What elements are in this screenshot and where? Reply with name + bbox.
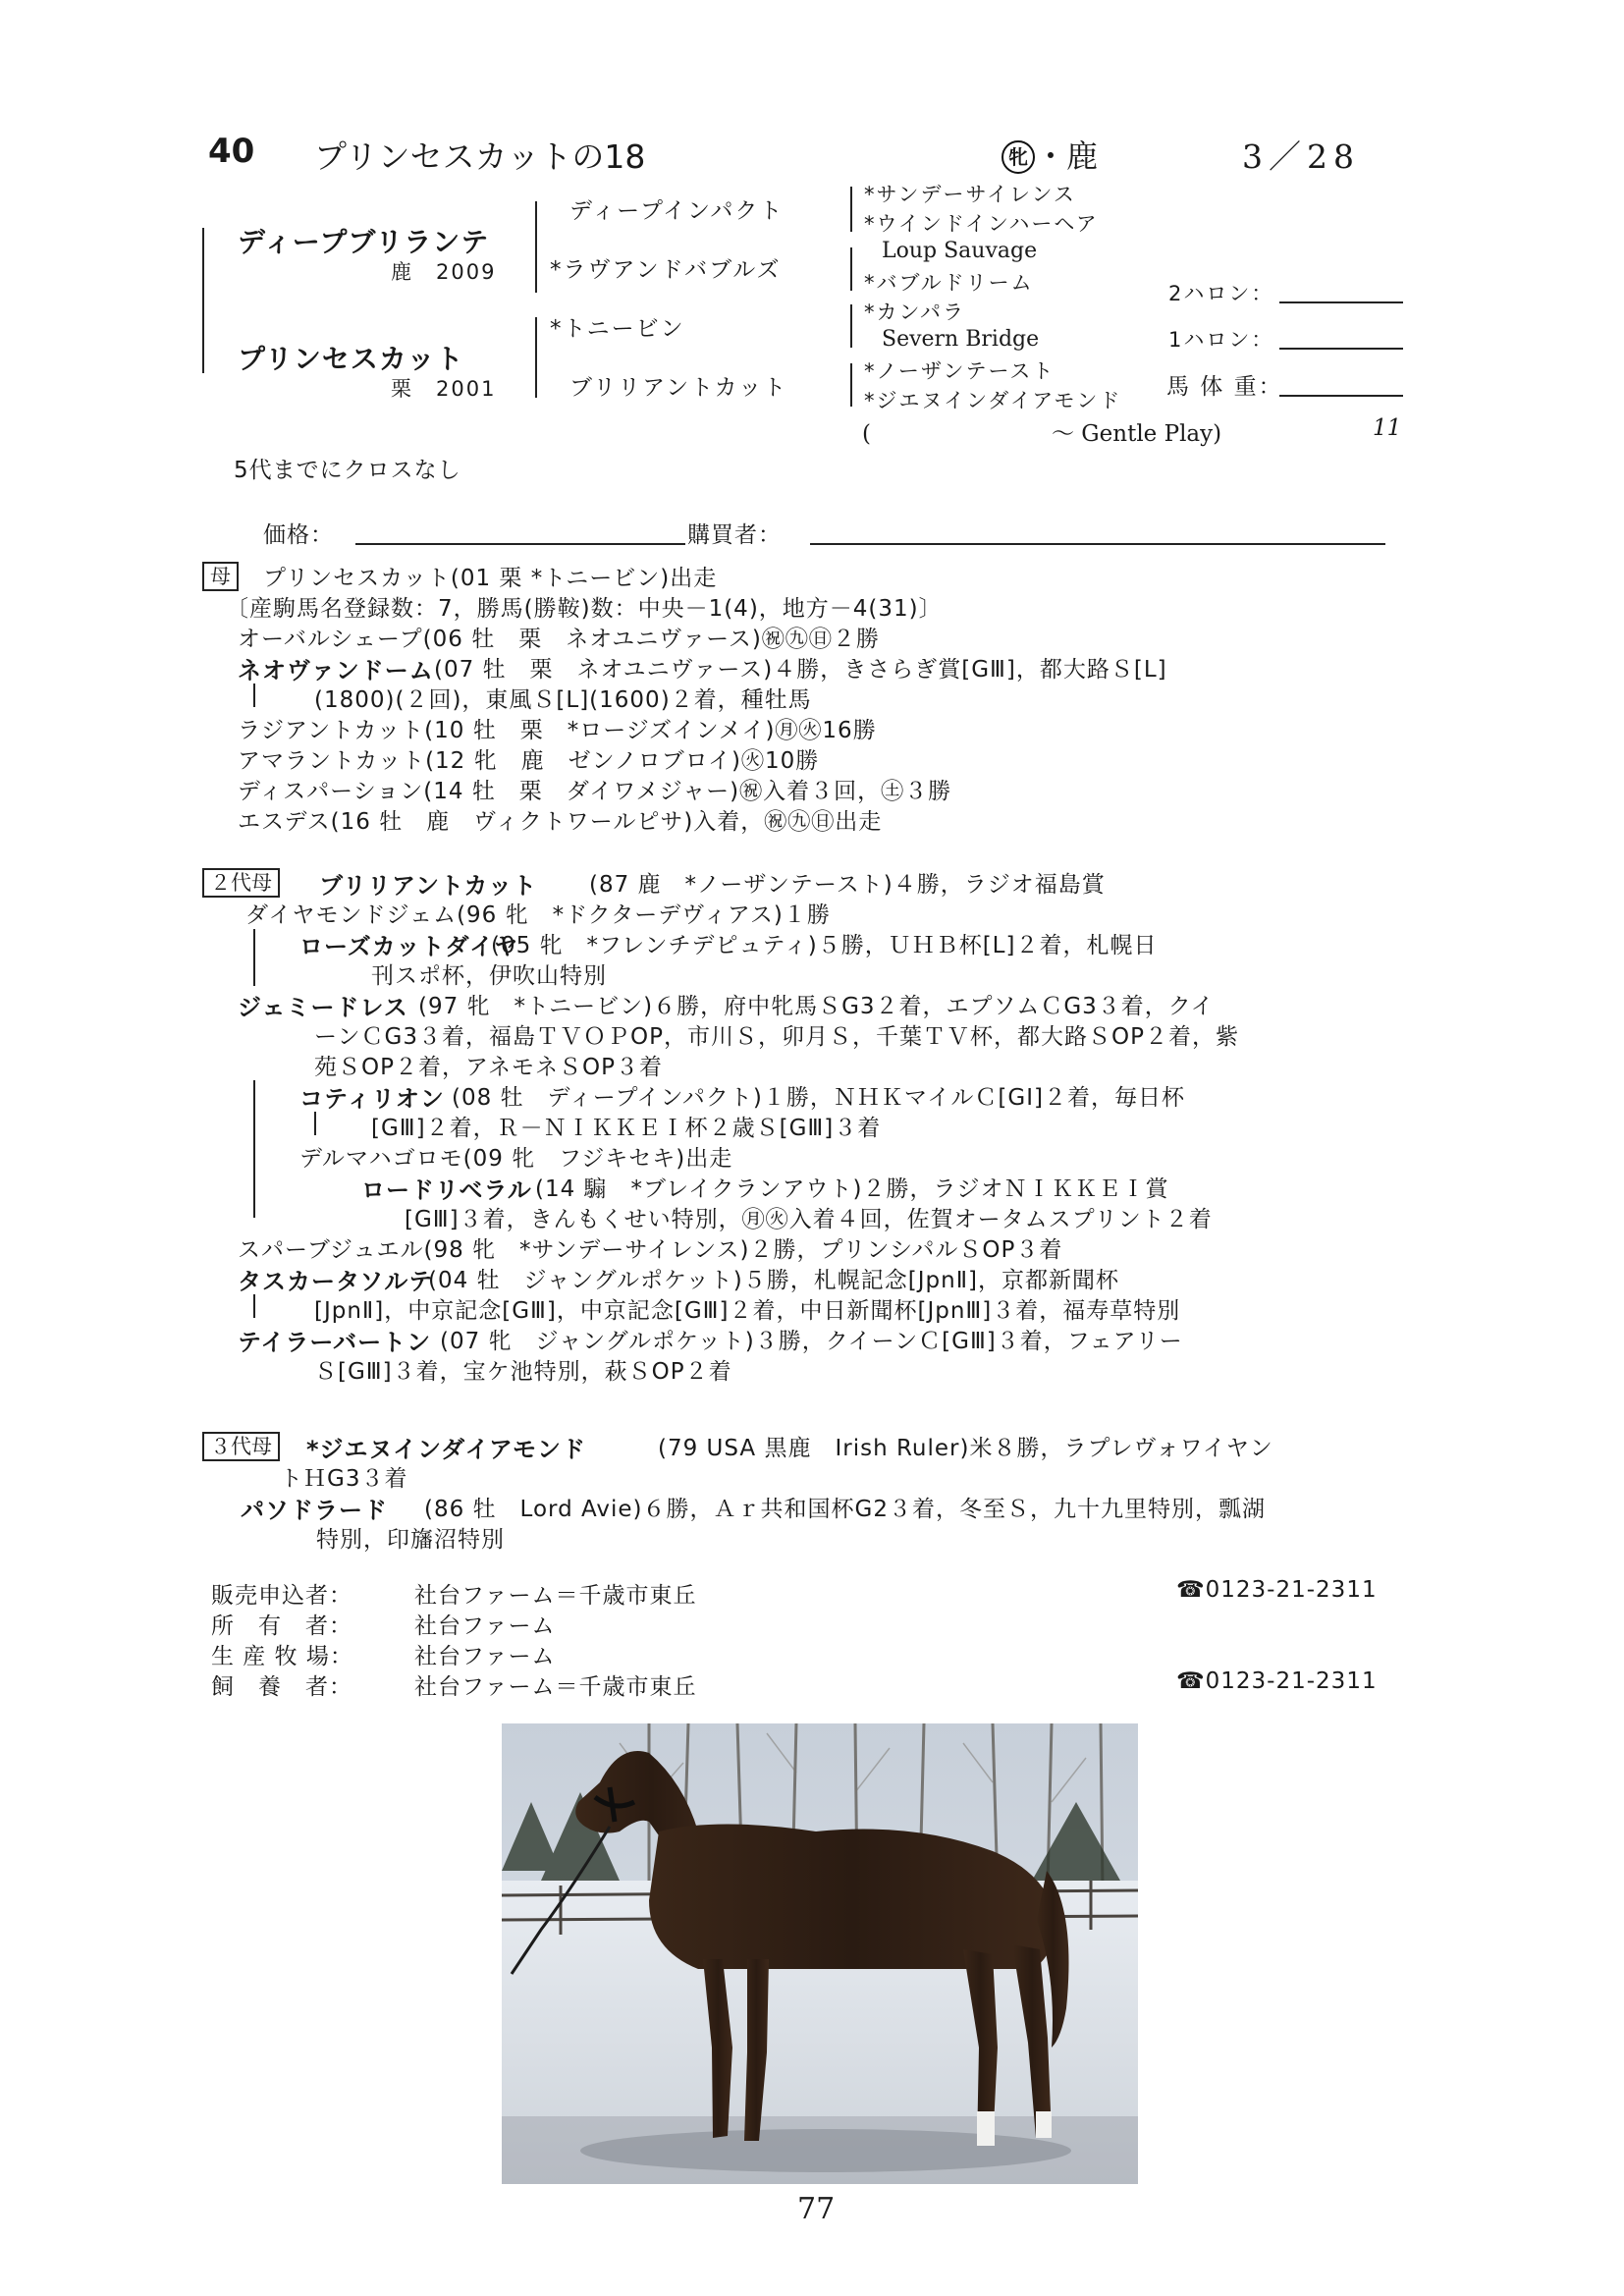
horse-photo bbox=[502, 1723, 1138, 2184]
lot-number: 40 bbox=[208, 132, 255, 171]
price-field[interactable] bbox=[355, 543, 685, 545]
gd-produce-1a-record: (05 牝 *フレンチデピュティ)５勝，ＵＨＢ杯[L]２着，札幌日 bbox=[491, 933, 1158, 958]
gd-produce-4-record: (04 牡 ジャングルポケット)５勝，札幌記念[JpnⅡ]，京都新聞杯 bbox=[428, 1268, 1119, 1293]
gd-produce-2b1-record-cont: [GⅢ]３着，きんもくせい特別，㊊㊋入着４回，佐賀オータムスプリント２着 bbox=[405, 1207, 1213, 1232]
sire-sire: ディープインパクト bbox=[569, 198, 785, 224]
breeder-value: 社台ファーム bbox=[414, 1644, 556, 1669]
gd-produce-3: スパーブジュエル(98 牝 *サンデーサイレンス)２勝，プリンシパルＳOP３着 bbox=[238, 1237, 1063, 1263]
gd-produce-4-record-cont: [JpnⅡ]，中京記念[GⅢ]，中京記念[GⅢ]２着，中日新聞杯[JpnⅢ]３着，福寿草特別 bbox=[314, 1298, 1181, 1324]
g3-1: *サンデーサイレンス bbox=[864, 183, 1076, 206]
dam-produce-4: アマラントカット(12 牝 鹿 ゼンノロブロイ)㊋10勝 bbox=[238, 748, 820, 774]
dam-line: プリンセスカット(01 栗 *トニービン)出走 bbox=[263, 566, 718, 591]
breeder-label: 生 産 牧 場： bbox=[211, 1644, 353, 1669]
horse-name: プリンセスカットの18 bbox=[314, 137, 646, 176]
weight-label: 馬 体 重： bbox=[1166, 374, 1283, 400]
dam-produce-6: エスデス(16 牡 鹿 ヴィクトワールピサ)入着，㊗㊈㊐出走 bbox=[238, 809, 883, 835]
dam-produce-summary: 〔産駒馬名登録数：7，勝馬(勝鞍)数：中央－1(4)，地方－4(31)〕 bbox=[226, 596, 943, 622]
g3-4: *バブルドリーム bbox=[864, 271, 1034, 295]
dam-brace bbox=[535, 317, 537, 398]
gd-produce-4-name: タスカータソルテ bbox=[238, 1268, 434, 1295]
gd-produce-1: ダイヤモンドジェム(96 牝 *ドクターデヴィアス)１勝 bbox=[245, 902, 831, 928]
g3-brace-3 bbox=[850, 304, 852, 348]
sire-name: ディープブリランテ bbox=[238, 226, 490, 258]
g3-3: Loup Sauvage bbox=[882, 239, 1038, 263]
seller-phone: ☎0123-21-2311 bbox=[1176, 1577, 1378, 1603]
granddam-name: ブリリアントカット bbox=[319, 872, 538, 900]
granddam-tag: ２代母 bbox=[202, 868, 280, 898]
dam-name: プリンセスカット bbox=[238, 343, 464, 375]
gd-produce-2a-record: (08 牡 ディープインパクト)１勝，ＮＨＫマイルＣ[GⅠ]２着，毎日杯 bbox=[452, 1085, 1185, 1111]
g3-brace-1 bbox=[850, 187, 852, 232]
g3-6: Severn Bridge bbox=[882, 327, 1040, 352]
gd-produce-5-record: (07 牝 ジャングルポケット)３勝，クイーンＣ[GⅢ]３着，フェアリー bbox=[440, 1329, 1183, 1354]
two-furlong-field[interactable] bbox=[1279, 301, 1403, 303]
dam-sire: *トニービン bbox=[550, 316, 685, 342]
dam-produce-1: オーバルシェープ(06 牡 栗 ネオユニヴァース)㊗㊈㊐２勝 bbox=[238, 627, 880, 652]
dam-dam: ブリリアントカット bbox=[569, 375, 788, 401]
g3-brace-2 bbox=[850, 247, 852, 291]
dam-produce-2-record: (07 牡 栗 ネオユニヴァース)４勝，きさらぎ賞[GⅢ]，都大路Ｓ[L] bbox=[434, 657, 1167, 683]
dam-tag: 母 bbox=[202, 562, 239, 591]
gd-produce-1a-record-cont: 刊スポ杯，伊吹山特別 bbox=[371, 963, 607, 989]
dam-produce-2-name: ネオヴァンドーム bbox=[238, 657, 434, 684]
buyer-label: 購買者： bbox=[687, 522, 782, 548]
dam-produce-3: ラジアントカット(10 牡 栗 *ロージズインメイ)㊊㊋16勝 bbox=[238, 718, 877, 743]
sire-info: 鹿 2009 bbox=[391, 260, 497, 284]
buyer-field[interactable] bbox=[810, 543, 1385, 545]
third-dam-produce-record-cont: 特別，印旛沼特別 bbox=[316, 1527, 505, 1553]
g3-brace-4 bbox=[850, 363, 852, 407]
family-line: ( 〜 Gentle Play) bbox=[862, 421, 1222, 447]
seller-value: 社台ファーム＝千歳市東丘 bbox=[414, 1583, 697, 1609]
sire-brace bbox=[535, 201, 537, 293]
gd-produce-2-record-cont-2: 苑ＳOP２着，アネモネＳOP３着 bbox=[314, 1055, 664, 1080]
dam-produce-5: ディスパーション(14 牡 栗 ダイワメジャー)㊗入着３回，㊏３勝 bbox=[238, 779, 952, 804]
gd-produce-5-record-cont: Ｓ[GⅢ]３着，宝ケ池特別，萩ＳOP２着 bbox=[314, 1359, 732, 1385]
dam-info: 栗 2001 bbox=[391, 377, 497, 401]
birth-date: 3／28 bbox=[1242, 137, 1360, 176]
third-dam-name: *ジエヌインダイアモンド bbox=[306, 1436, 586, 1463]
gd-produce-5-name: テイラーバートン bbox=[238, 1329, 432, 1356]
owner-value: 社台ファーム bbox=[414, 1613, 556, 1639]
gd-produce-2a-record-cont: [GⅢ]２着，Ｒ－ＮＩＫＫＥＩ杯２歳Ｓ[GⅢ]３着 bbox=[371, 1116, 882, 1141]
gd-produce-1a-name: ローズカットダイヤ bbox=[299, 933, 519, 960]
gd-produce-2-record-cont-1: ーンＣG3３着，福島ＴＶＯＰOP，市川Ｓ，卯月Ｓ，千葉ＴＶ杯，都大路ＳOP２着，紫 bbox=[314, 1024, 1239, 1050]
gd-produce-2-name: ジェミードレス bbox=[238, 994, 408, 1021]
keeper-phone: ☎0123-21-2311 bbox=[1176, 1668, 1378, 1694]
gd-produce-4-bar bbox=[253, 1294, 255, 1318]
third-dam-record: (79 USA 黒鹿 Irish Ruler)米８勝，ラプレヴォワイヤン bbox=[658, 1436, 1273, 1461]
sire-dam: *ラヴアンドバブルズ bbox=[550, 257, 782, 283]
dam-produce-2-bar bbox=[253, 683, 255, 707]
third-dam-record-cont: トＨG3３着 bbox=[280, 1466, 408, 1492]
weight-field[interactable] bbox=[1279, 395, 1403, 397]
g3-8: *ジエヌインダイアモンド bbox=[864, 389, 1122, 412]
keeper-value: 社台ファーム＝千歳市東丘 bbox=[414, 1674, 697, 1700]
owner-label: 所 有 者： bbox=[211, 1613, 352, 1639]
gd-produce-2a-name: コティリオン bbox=[299, 1085, 445, 1113]
gd-produce-2b: デルマハゴロモ(09 牝 フジキセキ)出走 bbox=[299, 1146, 733, 1172]
two-furlong-label: 2ハロン： bbox=[1168, 282, 1274, 305]
horse-photo-image bbox=[502, 1723, 1138, 2184]
cross-note: 5代までにクロスなし bbox=[234, 458, 461, 483]
sex-symbol: 牝 bbox=[1001, 140, 1035, 174]
price-label: 価格： bbox=[263, 522, 334, 548]
third-dam-produce-record: (86 牡 Lord Avie)６勝，Ａｒ共和国杯G2３着，冬至Ｓ，九十九里特別，瓢湖 bbox=[424, 1497, 1266, 1522]
page-number: 77 bbox=[797, 2192, 836, 2226]
coat-color: ・鹿 bbox=[1035, 137, 1099, 175]
gd-produce-1-bar bbox=[253, 929, 255, 986]
third-dam-tag: ３代母 bbox=[202, 1432, 280, 1461]
sex-color bbox=[1001, 132, 1098, 177]
gd-produce-2-bar bbox=[253, 1080, 255, 1218]
gd-produce-2a-bar bbox=[314, 1112, 316, 1135]
family-number: 11 bbox=[1373, 415, 1402, 441]
gd-produce-2b1-record: (14 騸 *ブレイクランアウト)２勝，ラジオＮＩＫＫＥＩ賞 bbox=[535, 1176, 1169, 1202]
gd-produce-2-record: (97 牝 *トニービン)６勝，府中牝馬ＳG3２着，エプソムＣG3３着，クイ bbox=[418, 994, 1215, 1019]
pedigree-outer-brace bbox=[202, 228, 204, 373]
gd-produce-2b1-name: ロードリベラル bbox=[361, 1176, 532, 1204]
granddam-record: (87 鹿 *ノーザンテースト)４勝，ラジオ福島賞 bbox=[589, 872, 1106, 898]
keeper-label: 飼 養 者： bbox=[211, 1674, 352, 1700]
seller-label: 販売申込者： bbox=[211, 1583, 352, 1609]
g3-7: *ノーザンテースト bbox=[864, 359, 1056, 383]
dam-produce-2-record-cont: (1800)(２回)，東風Ｓ[L](1600)２着，種牡馬 bbox=[314, 687, 812, 713]
third-dam-produce-name: パソドラード bbox=[241, 1497, 388, 1524]
g3-5: *カンパラ bbox=[864, 301, 966, 324]
g3-2: *ウインドインハーヘア bbox=[864, 212, 1099, 236]
one-furlong-label: 1ハロン： bbox=[1168, 328, 1274, 352]
one-furlong-field[interactable] bbox=[1279, 348, 1403, 350]
